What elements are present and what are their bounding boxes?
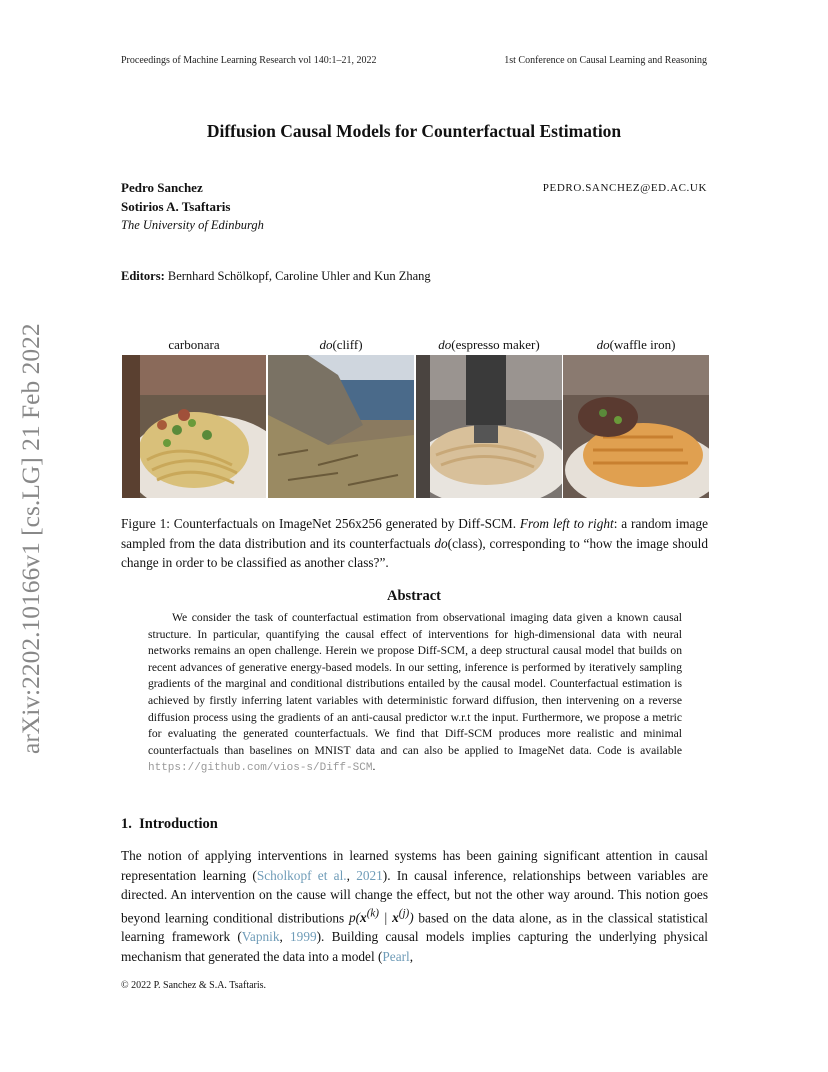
author-email: PEDRO.SANCHEZ@ED.AC.UK	[542, 182, 707, 194]
editors-label: Editors:	[121, 269, 165, 283]
affiliation: The University of Edinburgh	[121, 218, 264, 232]
introduction-paragraph: The notion of applying interventions in learned systems has been gaining significant attention in causal representation learning (Scholkopf et al., 2021). In causal inference, relationships between variables are directed. An intervention on the cause will change the effect, but not the other way around. This notion goes beyond learning conditional distributions $p(x^{(k)}$ | $x^{(j)}$) based on the data alone, as in the classical statistical learning framework (Vapnik, 1999). Building causal models implies capturing the underlying physical mechanism that generated the data into a model (Pearl,	[121, 848, 709, 964]
figure-image-espresso-maker	[416, 355, 562, 498]
figure-image-cliff	[268, 355, 414, 498]
figure-image-carbonara	[122, 355, 266, 498]
figure-caption: Figure 1: Counterfactuals on ImageNet 256x256 generated by Diff-SCM. From left to right: a random image sampled from the data distribution and its counterfactuals do(class), corresponding to “how the image should change in order to be classified as another class?”.	[121, 516, 708, 570]
citation-scholkopf-year[interactable]: 2021	[356, 867, 383, 883]
figure-label-2: do(cliff)	[319, 337, 363, 352]
arxiv-id: arXiv:2202.10166v1 [cs.LG] 21 Feb 2022	[16, 323, 45, 754]
citation-scholkopf[interactable]: Scholkopf et al.	[256, 867, 347, 883]
copyright-footer: © 2022 P. Sanchez & S.A. Tsaftaris.	[121, 980, 267, 991]
abstract-body: We consider the task of counterfactual estimation from observational imaging data given a known causal structure. In particular, quantifying the causal effect of interventions for high-dimensional data with neural networks remains an open challenge. Herein we propose Diff-SCM, a deep structural causal model that builds on recent advances of generative energy-based models. In our setting, inference is performed by iteratively sampling gradients of the marginal and conditional distributions entailed by the causal model. Counterfactual estimation is achieved by firstly inferring latent variables with deterministic forward diffusion, then intervening on a reverse diffusion process using the gradients of an anti-causal predictor w.r.t the input. Furthermore, we propose a metric for evaluating the generated counterfactuals. We find that Diff-SCM produces more realistic and minimal counterfactuals than baselines on MNIST data and can also be applied to ImageNet data. Code is available https://github.com/vios-s/Diff-SCM.	[148, 611, 682, 775]
figure-label-3: do(espresso maker)	[438, 337, 540, 352]
running-header-left: Proceedings of Machine Learning Research vol 140:1–21, 2022	[121, 55, 377, 66]
paper-title: Diffusion Causal Models for Counterfactual Estimation	[206, 121, 622, 141]
section-heading-introduction: 1. Introduction	[121, 816, 218, 832]
editors-names: Bernhard Schölkopf, Caroline Uhler and Kun Zhang	[167, 269, 431, 283]
author-1: Pedro Sanchez	[121, 180, 203, 195]
citation-vapnik-year[interactable]: 1999	[290, 929, 317, 945]
editors-line	[121, 269, 431, 284]
citation-pearl[interactable]: Pearl	[382, 948, 410, 964]
figure-image-waffle-iron	[563, 355, 709, 498]
author-2: Sotirios A. Tsaftaris	[121, 199, 231, 214]
math-conditional: $p(x^{(k)}$ | $x^{(j)}$)	[348, 907, 414, 925]
figure-label-1: carbonara	[168, 337, 220, 352]
running-header-right: 1st Conference on Causal Learning and Reasoning	[504, 55, 707, 66]
abstract-heading: Abstract	[387, 588, 441, 604]
figure-label-4: do(waffle iron)	[596, 337, 676, 352]
citation-vapnik[interactable]: Vapnik	[241, 929, 280, 945]
code-link[interactable]: https://github.com/vios-s/Diff-SCM	[148, 762, 373, 775]
